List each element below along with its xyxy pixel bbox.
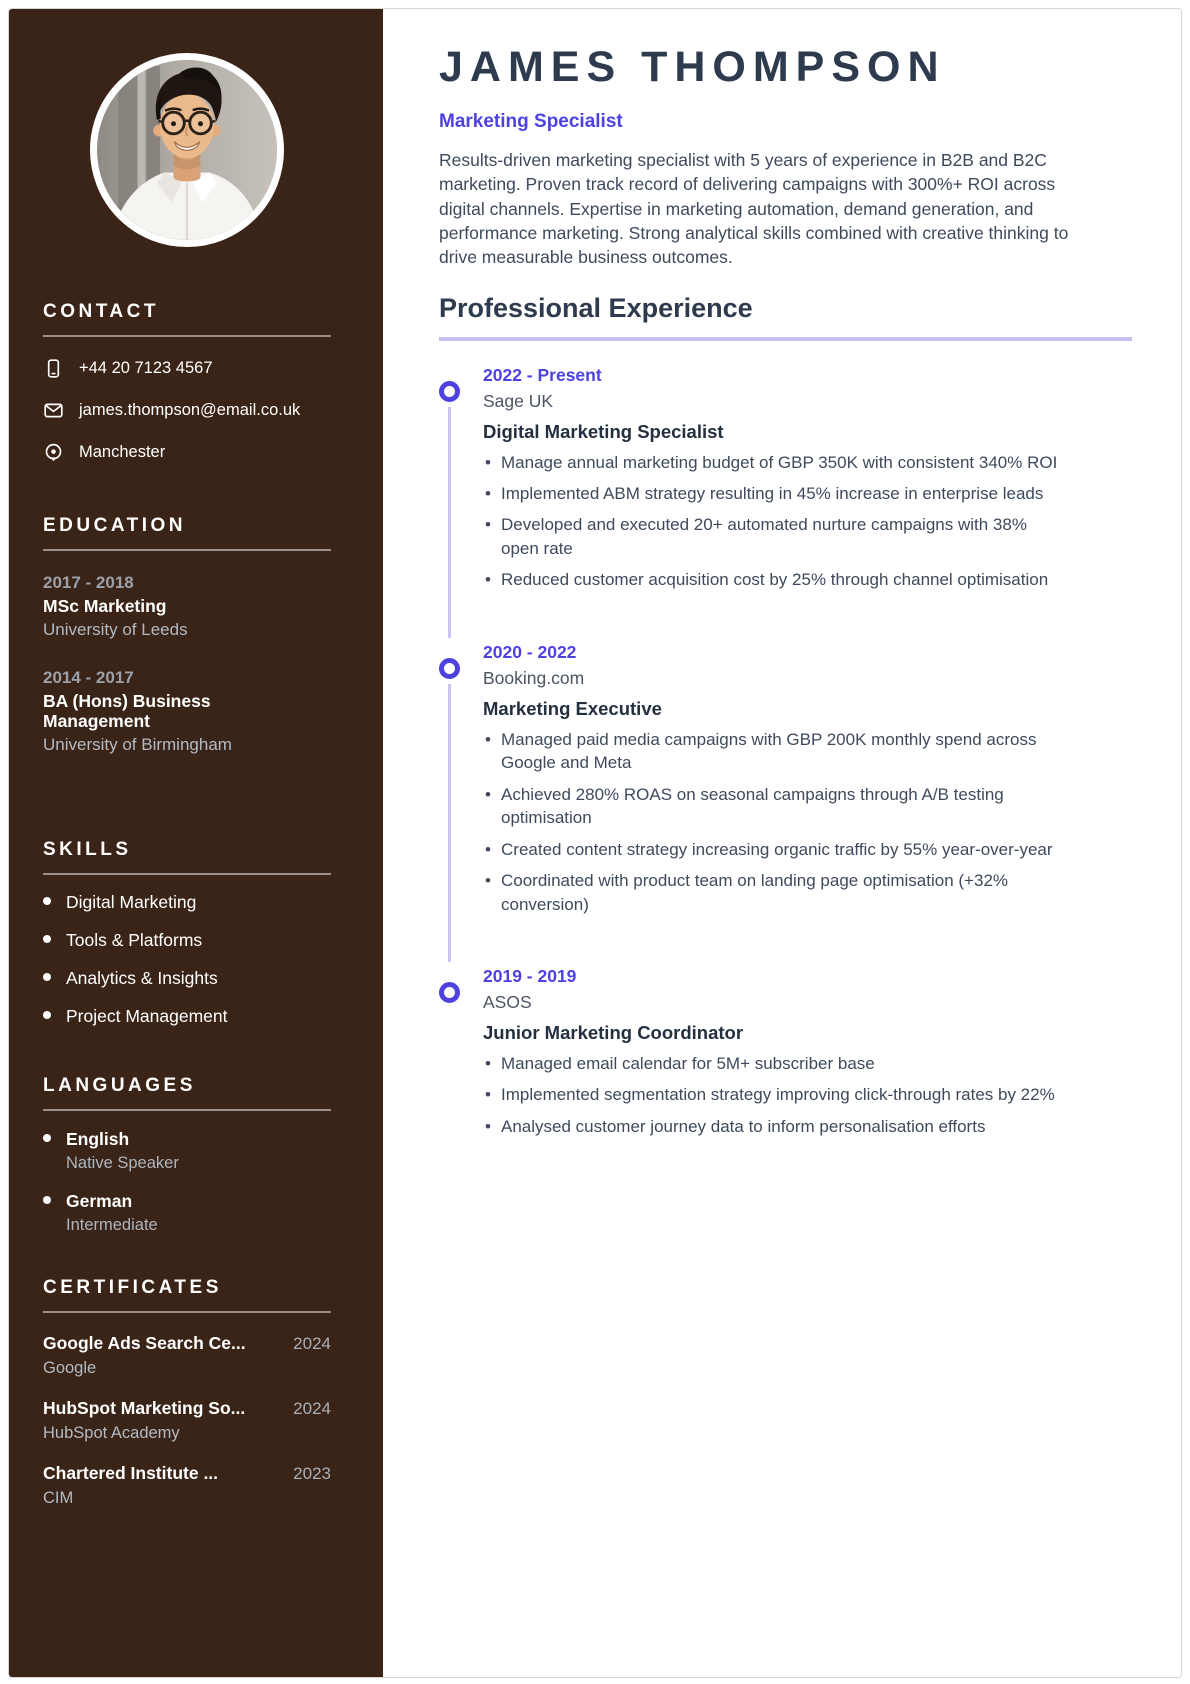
phone-icon — [43, 358, 64, 379]
bullet-dot — [43, 935, 51, 943]
certificates-section — [43, 1277, 331, 1508]
job-entry — [439, 966, 1132, 1138]
job-bullet: • Implemented ABM strategy resulting in 45% increase in enterprise leads — [483, 482, 1068, 505]
contact-phone — [43, 358, 331, 379]
job-company: Sage UK — [483, 390, 554, 411]
certificate-name: HubSpot Marketing So... — [43, 1397, 246, 1418]
job-bullet: • Managed email calendar for 5M+ subscriber base — [483, 1052, 1068, 1075]
certificate-item — [43, 1398, 331, 1443]
job-bullet: • Reduced customer acquisition cost by 25% through channel optimisation — [483, 568, 1068, 591]
contact-title: CONTACT — [43, 301, 159, 322]
skill-label: Tools & Platforms — [66, 929, 203, 950]
job-entry — [439, 642, 1132, 916]
profile-photo — [90, 53, 284, 247]
location-icon — [43, 442, 64, 463]
certificate-issuer: Google — [43, 1358, 97, 1377]
bullet-dot — [43, 897, 51, 905]
skills-title: SKILLS — [43, 838, 132, 860]
certificate-item — [43, 1333, 331, 1378]
contact-email — [43, 400, 331, 421]
job-bullets — [483, 451, 1132, 592]
education-degree: BA (Hons) Business Management — [43, 690, 211, 732]
job-company: ASOS — [483, 992, 532, 1012]
education-item — [43, 573, 331, 640]
resume-page — [8, 8, 1182, 1678]
certificate-name: Chartered Institute ... — [43, 1462, 219, 1483]
education-item — [43, 668, 331, 755]
bullet-dot — [43, 1134, 51, 1142]
job-role: Junior Marketing Coordinator — [483, 1022, 744, 1043]
mail-icon — [43, 400, 64, 421]
section-divider — [43, 873, 331, 875]
education-degree: MSc Marketing — [43, 596, 167, 616]
skill-item — [43, 968, 331, 989]
certificate-year: 2024 — [293, 1333, 331, 1353]
profile-summary: Results-driven marketing specialist with 5 years of experience in B2B and B2C marketing. Proven track record of delivering campaigns with 300%+ ROI across digital channels. Expertise in marketing automation, demand generation, and performance marketing. Strong analytical skills combined with creative thinking to drive measurable business outcomes. — [439, 150, 1069, 268]
portrait-illustration — [97, 60, 277, 240]
certificate-name: Google Ads Search Ce... — [43, 1332, 246, 1353]
skill-label: Digital Marketing — [66, 891, 197, 912]
certificates-title: CERTIFICATES — [43, 1276, 222, 1298]
language-level: Intermediate — [66, 1215, 158, 1234]
section-divider — [43, 549, 331, 551]
bullet-dot — [43, 973, 51, 981]
certificate-item — [43, 1463, 331, 1508]
job-period: 2022 - Present — [483, 364, 602, 385]
education-title: EDUCATION — [43, 515, 187, 536]
job-bullets — [483, 1052, 1132, 1138]
job-period: 2019 - 2019 — [483, 966, 577, 986]
languages-title: LANGUAGES — [43, 1074, 196, 1096]
bullet-dot — [43, 1196, 51, 1204]
job-bullet: • Manage annual marketing budget of GBP 350K with consistent 340% ROI — [483, 451, 1068, 474]
certificate-year: 2024 — [293, 1398, 331, 1418]
language-item — [43, 1191, 331, 1235]
job-company: Booking.com — [483, 667, 585, 688]
job-bullet: • Created content strategy increasing organic traffic by 55% year-over-year — [483, 838, 1068, 861]
timeline-marker-icon — [439, 982, 460, 1003]
person-name: JAMES THOMPSON — [439, 43, 946, 91]
phone-number: +44 20 7123 4567 — [79, 359, 213, 377]
job-bullet: • Coordinated with product team on landing page optimisation (+32% conversion) — [483, 869, 1068, 916]
language-level: Native Speaker — [66, 1153, 179, 1172]
language-item — [43, 1129, 331, 1173]
certificate-issuer: CIM — [43, 1488, 74, 1507]
main-content — [383, 9, 1181, 1677]
job-bullet: • Implemented segmentation strategy improving click-through rates by 22% — [483, 1083, 1068, 1106]
timeline-marker-icon — [439, 658, 460, 679]
skill-label: Analytics & Insights — [66, 967, 218, 988]
education-section — [43, 515, 331, 755]
job-period: 2020 - 2022 — [483, 641, 577, 662]
languages-section — [43, 1075, 331, 1235]
education-period: 2014 - 2017 — [43, 667, 134, 687]
job-bullet: • Analysed customer journey data to inform personalisation efforts — [483, 1115, 1068, 1138]
job-title: Marketing Specialist — [439, 111, 623, 132]
job-bullet: • Developed and executed 20+ automated nurture campaigns with 38% open rate — [483, 513, 1068, 560]
education-period: 2017 - 2018 — [43, 573, 134, 592]
skills-section — [43, 839, 331, 1027]
job-entry — [439, 365, 1132, 592]
education-school: University of Birmingham — [43, 734, 232, 754]
location-text: Manchester — [79, 443, 166, 461]
timeline-marker-icon — [439, 381, 460, 402]
section-divider — [43, 1311, 331, 1313]
sidebar — [9, 9, 383, 1677]
contact-section — [43, 301, 331, 463]
certificate-issuer: HubSpot Academy — [43, 1423, 180, 1442]
job-role: Marketing Executive — [483, 697, 662, 719]
certificate-year: 2023 — [293, 1463, 331, 1483]
job-bullets — [483, 728, 1132, 916]
section-divider — [43, 1109, 331, 1111]
education-school: University of Leeds — [43, 619, 188, 639]
email-address: james.thompson@email.co.uk — [79, 401, 301, 419]
experience-heading: Professional Experience — [439, 293, 1132, 341]
job-role: Digital Marketing Specialist — [483, 420, 724, 442]
skill-item — [43, 892, 331, 913]
language-name: English — [66, 1128, 130, 1149]
bullet-dot — [43, 1011, 51, 1019]
skill-item — [43, 1006, 331, 1027]
job-bullet: • Achieved 280% ROAS on seasonal campaigns through A/B testing optimisation — [483, 783, 1068, 830]
section-divider — [43, 335, 331, 337]
contact-location — [43, 442, 331, 463]
experience-timeline — [439, 365, 1132, 1139]
job-bullet: • Managed paid media campaigns with GBP 200K monthly spend across Google and Meta — [483, 728, 1068, 775]
skill-label: Project Management — [66, 1005, 228, 1026]
skill-item — [43, 930, 331, 951]
language-name: German — [66, 1190, 133, 1211]
